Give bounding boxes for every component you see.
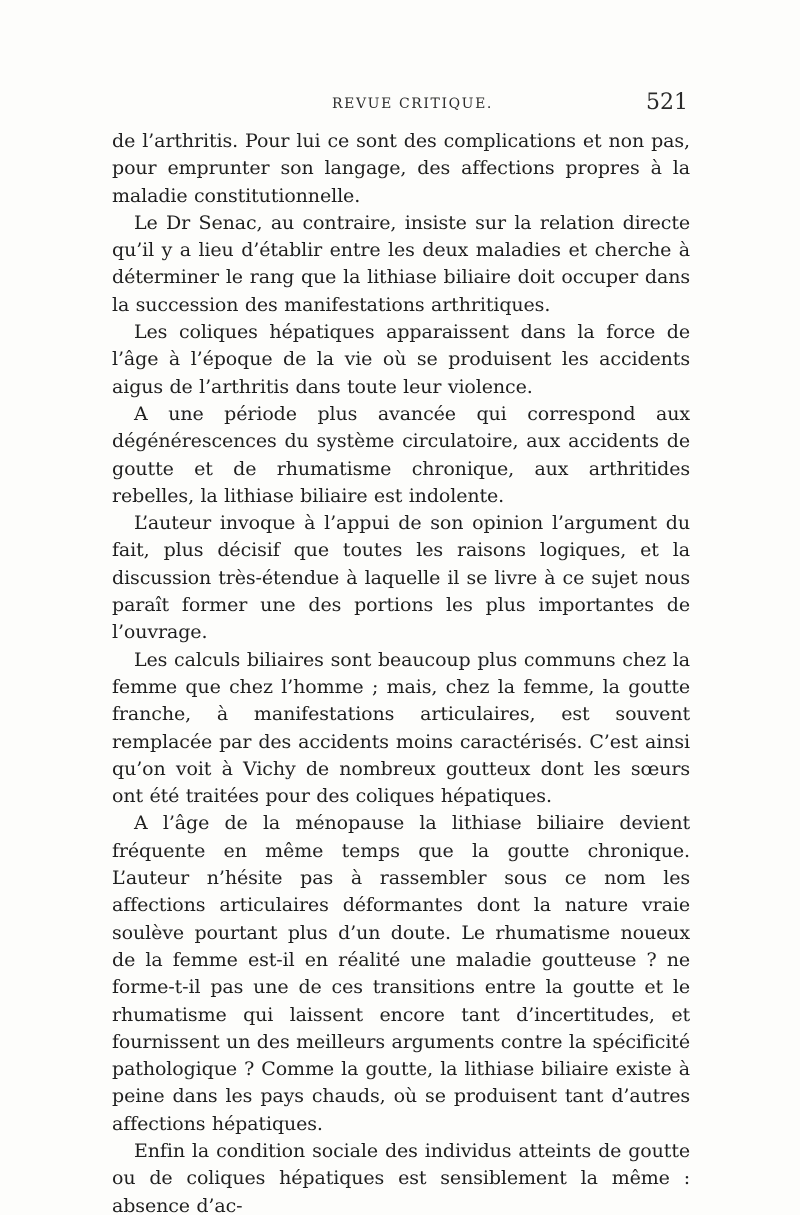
paragraph-8: Enfin la condition sociale des individus atteints de goutte ou de coliques hépatiques est sensiblement la même : absence d’ac- <box>112 1139 690 1215</box>
body-text <box>112 128 690 1215</box>
page-number: 521 <box>646 90 688 115</box>
page-header <box>110 92 690 120</box>
paragraph-2: Le Dr Senac, au contraire, insiste sur la relation directe qu’il y a lieu d’établir entre les deux maladies et cherche à déterminer le rang que la lithiase biliaire doit occuper dans la succession des manifestations arthritiques. <box>112 211 690 316</box>
paragraph-6: Les calculs biliaires sont beaucoup plus communs chez la femme que chez l’homme ; mais, chez la femme, la goutte franche, à manifestations articulaires, est souvent remplacée par des accidents moins caractérisés. C’est ainsi qu’on voit à Vichy de nombreux goutteux dont les sœurs ont été traitées pour des coliques hépatiques. <box>112 648 690 808</box>
paragraph-5: L’auteur invoque à l’appui de son opinion l’argument du fait, plus décisif que toutes les raisons logiques, et la discussion très-étendue à laquelle il se livre à ce sujet nous paraît former une des portions les plus importantes de l’ouvrage. <box>112 512 690 644</box>
paragraph-3: Les coliques hépatiques apparaissent dans la force de l’âge à l’époque de la vie où se produisent les accidents aigus de l’arthritis dans toute leur violence. <box>112 321 690 398</box>
paragraph-4: A une période plus avancée qui correspond aux dégénérescences du système circulatoire, aux accidents de goutte et de rhumatisme chronique, aux arthritides rebelles, la lithiase biliaire est indolente. <box>112 402 690 507</box>
paragraph-1: de l’arthritis. Pour lui ce sont des complications et non pas, pour emprunter son langage, des affections propres à la maladie constitutionnelle. <box>112 130 690 207</box>
running-title: REVUE CRITIQUE. <box>332 96 493 112</box>
paragraph-7: A l’âge de la ménopause la lithiase biliaire devient fréquente en même temps que la goutte chronique. L’auteur n’hésite pas à rassembler sous ce nom les affections articulaires déformantes dont la nature vraie soulève pourtant plus d’un doute. Le rhumatisme noueux de la femme est-il en réalité une maladie goutteuse ? ne forme-t-il pas une de ces transitions entre la goutte et le rhumatisme qui laissent encore tant d’incertitudes, et fournissent un des meilleurs arguments contre la spécificité pathologique ? Comme la goutte, la lithiase biliaire existe à peine dans les pays chauds, où se produisent tant d’autres affections hépatiques. <box>112 812 690 1135</box>
